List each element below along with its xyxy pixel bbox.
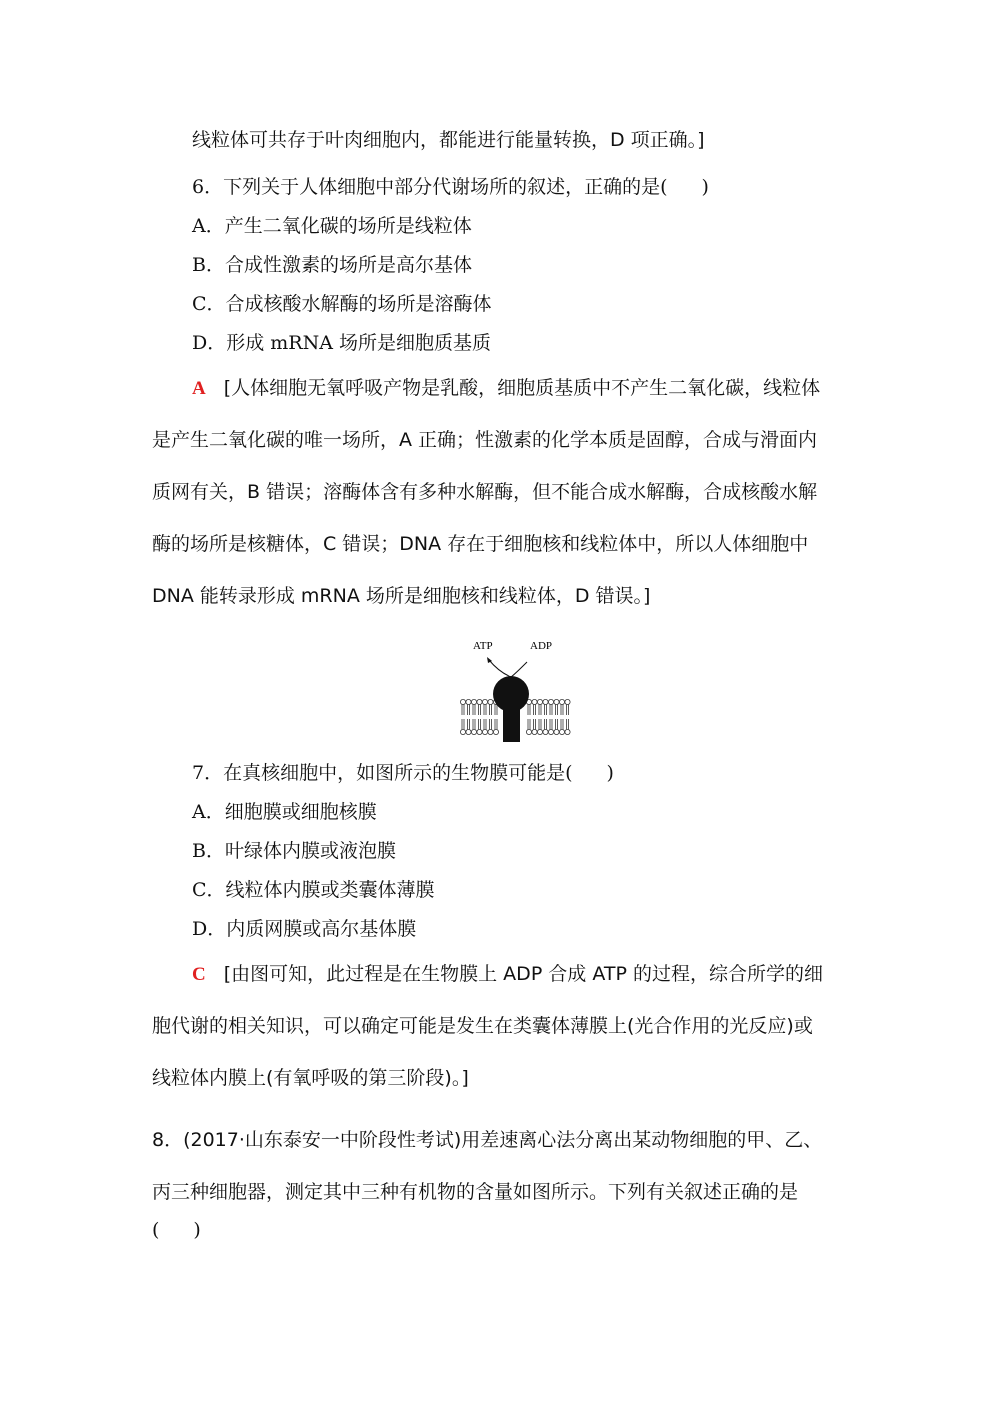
phospholipid-head <box>460 699 465 704</box>
phospholipid-head <box>554 729 559 734</box>
q7-stem-text: 7．在真核细胞中，如图所示的生物膜可能是( <box>192 762 573 784</box>
phospholipid-tail <box>561 719 563 729</box>
phospholipid-head <box>471 699 476 704</box>
phospholipid-tail <box>490 705 492 715</box>
phospholipid-head <box>565 729 570 734</box>
phospholipid-tail <box>462 719 464 729</box>
phospholipid-head <box>532 729 537 734</box>
q6-option-a: A．产生二氧化碳的场所是线粒体 <box>192 215 472 237</box>
q6-option-d: D．形成 mRNA 场所是细胞质基质 <box>192 332 491 354</box>
phospholipid-head <box>482 699 487 704</box>
protein-stalk <box>503 702 520 742</box>
phospholipid-tail <box>567 719 569 729</box>
q7-answer: C <box>192 964 206 985</box>
phospholipid-head <box>537 699 542 704</box>
q6-option-b: B．合成性激素的场所是高尔基体 <box>192 254 472 276</box>
phospholipid-head <box>548 729 553 734</box>
phospholipid-tail <box>495 705 497 715</box>
phospholipid-tail <box>550 705 552 715</box>
phospholipid-head <box>565 699 570 704</box>
phospholipid-head <box>559 699 564 704</box>
q6-option-c: C．合成核酸水解酶的场所是溶酶体 <box>192 293 492 315</box>
phospholipid-tail <box>484 719 486 729</box>
q7-explanation-line: 胞代谢的相关知识，可以确定可能是发生在类囊体薄膜上(光合作用的光反应)或 <box>152 1015 813 1037</box>
phospholipid-head <box>543 699 548 704</box>
phospholipid-tail <box>556 705 558 715</box>
phospholipid-tail <box>534 719 536 729</box>
q7-explanation-line: 线粒体内膜上(有氧呼吸的第三阶段)。] <box>152 1067 469 1089</box>
q8-answer-blank: ( ) <box>152 1219 201 1241</box>
phospholipid-head <box>466 729 471 734</box>
phospholipid-head <box>493 729 498 734</box>
q6-explanation-line: A [人体细胞无氧呼吸产物是乳酸，细胞质基质中不产生二氧化碳，线粒体 <box>192 377 821 399</box>
q7-explanation-line: C [由图可知，此过程是在生物膜上 ADP 合成 ATP 的过程，综合所学的细 <box>192 963 823 985</box>
q7-option-a: A．细胞膜或细胞核膜 <box>192 801 377 823</box>
phospholipid-head <box>471 729 476 734</box>
adp-label: ADP <box>530 640 553 652</box>
q8-stem-line: 丙三种细胞器，测定其中三种有机物的含量如图所示。下列有关叙述正确的是 <box>152 1181 799 1203</box>
phospholipid-tail <box>556 719 558 729</box>
phospholipid-tail <box>479 705 481 715</box>
atp-label: ATP <box>473 640 493 652</box>
phospholipid-tail <box>539 705 541 715</box>
question-6-stem <box>192 175 709 199</box>
phospholipid-tail <box>490 719 492 729</box>
phospholipid-head <box>466 699 471 704</box>
phospholipid-tail <box>468 705 470 715</box>
phospholipid-head <box>537 729 542 734</box>
q6-explanation-line: 是产生二氧化碳的唯一场所，A 正确；性激素的化学本质是固醇，合成与滑面内 <box>152 429 818 451</box>
q7-option-b: B．叶绿体内膜或液泡膜 <box>192 840 396 862</box>
phospholipid-tail <box>528 719 530 729</box>
phospholipid-tail <box>473 705 475 715</box>
q6-explanation-line: 质网有关，B 错误；溶酶体含有多种水解酶，但不能合成水解酶，合成核酸水解 <box>152 481 818 503</box>
phospholipid-tail <box>528 705 530 715</box>
phospholipid-tail <box>473 719 475 729</box>
question-7-stem <box>192 761 614 785</box>
q8-stem-line: 8．(2017·山东泰安一中阶段性考试)用差速离心法分离出某动物细胞的甲、乙、 <box>152 1129 823 1151</box>
q6-explanation-line: 酶的场所是核糖体，C 错误；DNA 存在于细胞核和线粒体中，所以人体细胞中 <box>152 533 809 555</box>
phospholipid-tail <box>539 719 541 729</box>
phospholipid-head <box>548 699 553 704</box>
phospholipid-tail <box>462 705 464 715</box>
phospholipid-head <box>482 729 487 734</box>
phospholipid-head <box>532 699 537 704</box>
q6-answer: A <box>192 378 206 399</box>
phospholipid-tail <box>545 719 547 729</box>
q6-close-paren: ) <box>701 176 709 198</box>
phospholipid-tail <box>534 705 536 715</box>
q7-option-c: C．线粒体内膜或类囊体薄膜 <box>192 879 435 901</box>
phospholipid-tail <box>479 719 481 729</box>
phospholipid-head <box>477 729 482 734</box>
phospholipid-head <box>543 729 548 734</box>
phospholipid-head <box>526 729 531 734</box>
q7-close-paren: ) <box>606 762 614 784</box>
phospholipid-tail <box>468 719 470 729</box>
phospholipid-tail <box>495 719 497 729</box>
previous-answer-tail: 线粒体可共存于叶肉细胞内，都能进行能量转换，D 项正确。] <box>192 129 705 151</box>
phospholipid-head <box>488 729 493 734</box>
phospholipid-head <box>488 699 493 704</box>
phospholipid-tail <box>561 705 563 715</box>
phospholipid-head <box>559 729 564 734</box>
q6-explanation-line: DNA 能转录形成 mRNA 场所是细胞核和线粒体，D 错误。] <box>152 585 651 607</box>
phospholipid-head <box>554 699 559 704</box>
phospholipid-tail <box>567 705 569 715</box>
phospholipid-tail <box>484 705 486 715</box>
phospholipid-tail <box>545 705 547 715</box>
q7-option-d: D．内质网膜或高尔基体膜 <box>192 918 417 940</box>
phospholipid-head <box>477 699 482 704</box>
reaction-arrow-icon <box>489 660 527 677</box>
phospholipid-tail <box>550 719 552 729</box>
q6-stem-text: 6．下列关于人体细胞中部分代谢场所的叙述，正确的是( <box>192 176 668 198</box>
membrane-atp-synthase-diagram <box>455 632 575 744</box>
phospholipid-head <box>460 729 465 734</box>
